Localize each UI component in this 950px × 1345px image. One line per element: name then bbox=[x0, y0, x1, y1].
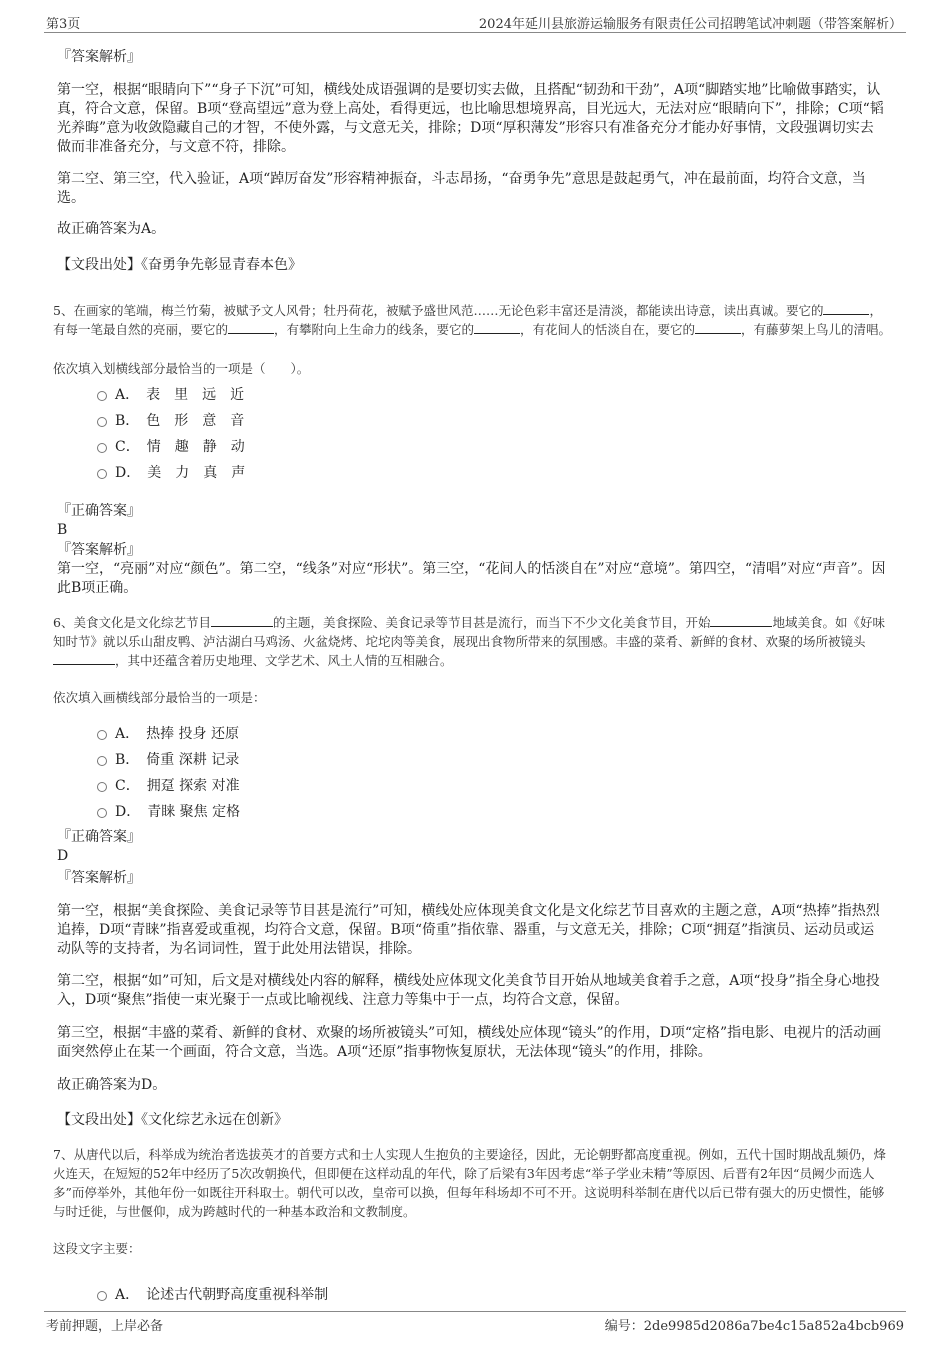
radio-icon[interactable] bbox=[97, 730, 107, 740]
page-number: 第3页 bbox=[46, 17, 81, 32]
document-id: 编号：2de9985d2086a7be4c15a852a4bcb969 bbox=[604, 1319, 904, 1334]
page-footer bbox=[44, 1311, 906, 1334]
blank-line bbox=[228, 321, 274, 334]
q5-analysis: 第一空，“亮丽”对应“颜色”。第二空，“线条”对应“形状”。第三空，“花间人的恬淡自在”对应“意境”。第四空，“清唱”对应“声音”。因此B项正确。 bbox=[57, 561, 886, 596]
radio-icon[interactable] bbox=[97, 391, 107, 401]
radio-icon[interactable] bbox=[97, 417, 107, 427]
blank-line bbox=[710, 614, 772, 627]
q4-conclusion: 故正确答案为A。 bbox=[57, 221, 166, 237]
q6-conclusion: 故正确答案为D。 bbox=[57, 1077, 167, 1093]
q5-stem: 5、在画家的笔端，梅兰竹菊，被赋予文人风骨；牡丹荷花，被赋予盛世风范……无论色彩丰富还是清淡，都能读出诗意，读出真诚。要它的 ，有每一笔最自然的亮丽，要它的 ，有攀附向上生命力的线条，要它的 ，有花间人的恬淡自在，要它的 ，有藤萝架上鸟儿的清唱。 bbox=[53, 303, 892, 337]
q4-analysis-label: 『答案解析』 bbox=[57, 49, 141, 65]
q5-prompt: 依次填入划横线部分最恰当的一项是（ ）。 bbox=[53, 361, 310, 376]
q4-analysis-para1: 第一空，根据“眼睛向下”“身子下沉”可知，横线处成语强调的是要切实去做，且搭配“韧劲和干劲”，A项“脚踏实地”比喻做事踏实，认真，符合文意，保留。B项“登高望远”意为登上高处，看得更远，也比喻思想境界高，目光远大，无法对应“眼睛向下”，排除；C项“韬光养晦”意为收敛隐藏自己的才智，不使外露，与文意无关，排除；D项“厚积薄发”形容只有准备充分才能办好事情，文段强调切实去做而非准备充分，与文意不符，排除。 bbox=[57, 82, 884, 155]
radio-icon[interactable] bbox=[97, 443, 107, 453]
q6-source: 【文段出处】《文化综艺永远在创新》 bbox=[57, 1112, 288, 1128]
footer-slogan: 考前押题，上岸必备 bbox=[46, 1319, 164, 1334]
q6-analysis-para3: 第三空，根据“丰盛的菜肴、新鲜的食材、欢聚的场所被镜头”可知，横线处应体现“镜头”的作用，D项“定格”指电影、电视片的活动画面突然停止在某一个画面，符合文意，当选。A项“还原”指事物恢复原状，无法体现“镜头”的作用，排除。 bbox=[57, 1025, 882, 1060]
q7-prompt: 这段文字主要： bbox=[53, 1241, 141, 1256]
q6-answer: D bbox=[57, 848, 69, 864]
blank-line bbox=[211, 614, 273, 627]
blank-line bbox=[474, 321, 520, 334]
q5-answer: B bbox=[57, 522, 68, 538]
q6-prompt: 依次填入画横线部分最恰当的一项是： bbox=[53, 690, 266, 705]
q7-stem: 7、从唐代以后，科举成为统治者选拔英才的首要方式和士人实现人生抱负的主要途径，因此，无论朝野都高度重视。例如，五代十国时期战乱频仍，烽火连天，在短短的52年中经历了5次改朝换代，但即便在这样动乱的年代，除了后梁有3年因考虑“举子学业未精”等原因、后晋有2年因“员阙少而选人多”而停举外，其他年份一如既往开科取士。朝代可以改，皇帝可以换，但每年科场却不可不开。这说明科举制在唐代以后已带有强大的历史惯性，能够与时迁徙，与世偃仰，成为跨越时代的一种基本政治和文教制度。 bbox=[53, 1147, 886, 1219]
radio-icon[interactable] bbox=[97, 782, 107, 792]
blank-line bbox=[823, 302, 869, 315]
q6-answer-label: 『正确答案』 bbox=[57, 829, 141, 845]
radio-icon[interactable] bbox=[97, 1291, 107, 1301]
q4-analysis-para2: 第二空、第三空，代入验证，A项“踔厉奋发”形容精神振奋，斗志昂扬，“奋勇争先”意思是鼓起勇气，冲在最前面，均符合文意，当选。 bbox=[57, 171, 866, 206]
q4-source: 【文段出处】《奋勇争先彰显青春本色》 bbox=[57, 257, 302, 273]
radio-icon[interactable] bbox=[97, 469, 107, 479]
radio-icon[interactable] bbox=[97, 756, 107, 766]
q6-stem: 6、美食文化是文化综艺节目 的主题，美食探险、美食记录等节目甚是流行，而当下不少文化美食节目，开始 地域美食。如《好味知时节》就以乐山甜皮鸭、泸沽湖白马鸡汤、火盆烧烤、坨坨肉等美食，展现出食物所带来的氛围感。丰盛的菜肴、新鲜的食材、欢聚的场所被镜头，其中还蕴含着历史地理、文学艺术、风土人情的互相融合。 bbox=[53, 615, 885, 668]
q6-analysis-para2: 第二空，根据“如”可知，后文是对横线处内容的解释，横线处应体现文化美食节目开始从地域美食着手之意，A项“投身”指全身心地投入，D项“聚焦”指使一束光聚于一点或比喻视线、注意力等集中于一点，均符合文意，保留。 bbox=[57, 973, 880, 1008]
document-title: 2024年延川县旅游运输服务有限责任公司招聘笔试冲刺题（带答案解析） bbox=[478, 17, 902, 32]
page-header bbox=[44, 10, 906, 33]
q5-analysis-label: 『答案解析』 bbox=[57, 542, 141, 558]
blank-line bbox=[695, 321, 741, 334]
q6-analysis-label: 『答案解析』 bbox=[57, 870, 141, 886]
q6-analysis-para1: 第一空，根据“美食探险、美食记录等节目甚是流行”可知，横线处应体现美食文化是文化综艺节目喜欢的主题之意，A项“热捧”指热烈追捧，D项“青睐”指喜爱或重视，均符合文意，保留。B项“倚重”指依靠、器重，与文意无关，排除；C项“拥趸”指演员、运动员或运动队等的支持者，为名词词性，置于此处用法错误，排除。 bbox=[57, 903, 880, 957]
q5-answer-label: 『正确答案』 bbox=[57, 503, 141, 519]
blank-line bbox=[53, 652, 115, 665]
radio-icon[interactable] bbox=[97, 808, 107, 818]
